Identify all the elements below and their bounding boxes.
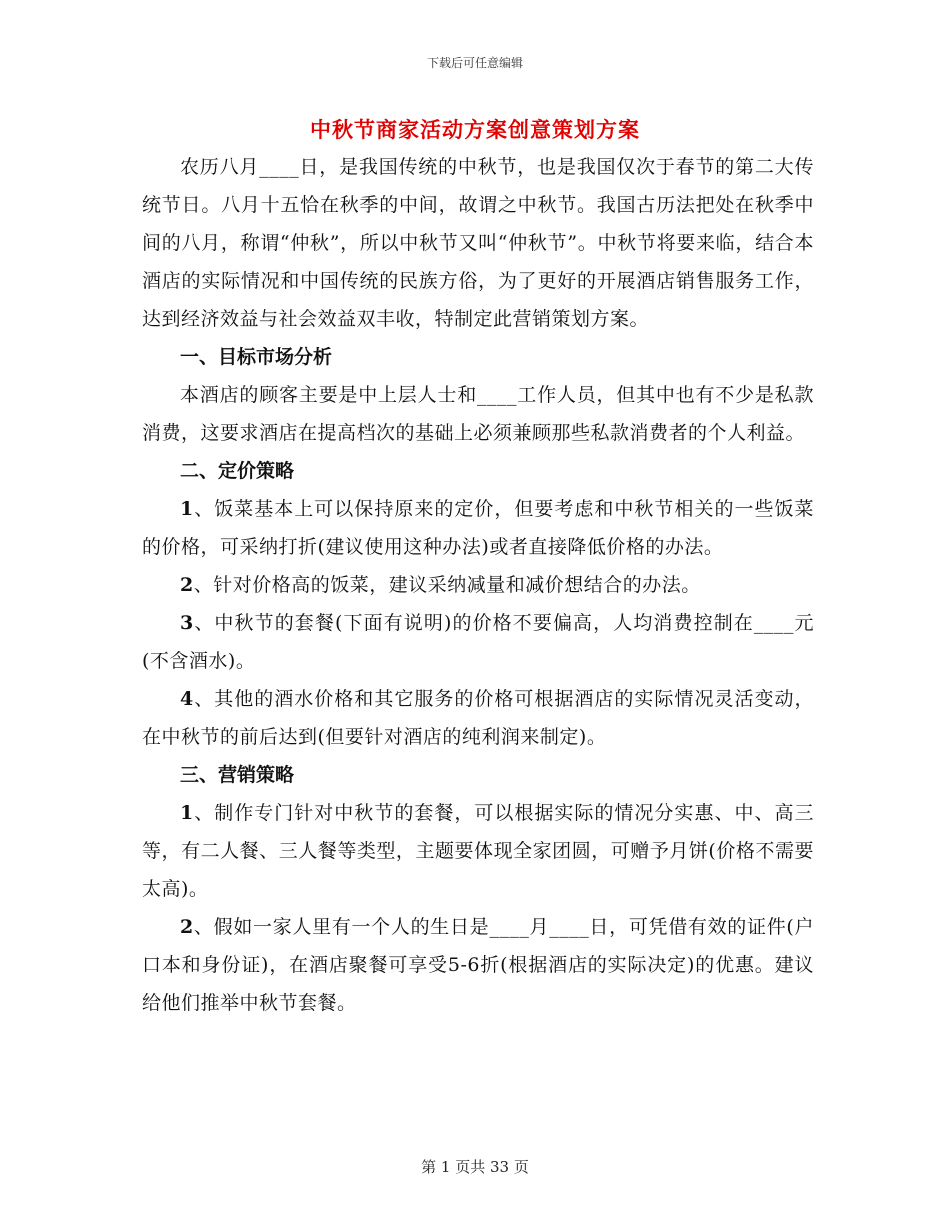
section-heading: 一、目标市场分析 bbox=[180, 346, 333, 368]
list-item bbox=[142, 908, 814, 1022]
document-body bbox=[142, 148, 814, 1022]
item-text: 、饭菜基本上可以保持原来的定价，但要考虑和中秋节相关的一些饭菜的价格，可采纳打折(建议使用这种办法)或者直接降低价格的办法。 bbox=[142, 498, 814, 558]
item-text: 、针对价格高的饭菜，建议采纳减量和减价想结合的办法。 bbox=[193, 574, 701, 596]
section-heading: 三、营销策略 bbox=[180, 764, 295, 786]
section-heading: 二、定价策略 bbox=[180, 460, 295, 482]
item-text: 、中秋节的套餐(下面有说明)的价格不要偏高，人均消费控制在____元(不含酒水)。 bbox=[142, 612, 814, 672]
list-item bbox=[142, 794, 814, 908]
item-number: 1 bbox=[180, 498, 194, 520]
paragraph: 本酒店的顾客主要是中上层人士和____工作人员，但其中也有不少是私款消费，这要求酒店在提高档次的基础上必须兼顾那些私款消费者的个人利益。 bbox=[142, 384, 814, 444]
paragraph: 农历八月____日，是我国传统的中秋节，也是我国仅次于春节的第二大传统节日。八月十五恰在秋季的中间，故谓之中秋节。我国古历法把处在秋季中间的八月，称谓“仲秋”，所以中秋节又叫“仲秋节”。中秋节将要来临，结合本酒店的实际情况和中国传统的民族方俗，为了更好的开展酒店销售服务工作，达到经济效益与社会效益双丰收，特制定此营销策划方案。 bbox=[142, 156, 814, 330]
item-number: 3 bbox=[180, 612, 194, 634]
item-number: 4 bbox=[180, 688, 194, 710]
item-text: 、制作专门针对中秋节的套餐，可以根据实际的情况分实惠、中、高三等，有二人餐、三人餐等类型，主题要体现全家团圆，可赠予月饼(价格不需要太高)。 bbox=[142, 802, 814, 900]
item-number: 2 bbox=[180, 916, 194, 938]
document-title: 中秋节商家活动方案创意策划方案 bbox=[310, 117, 640, 142]
list-item bbox=[142, 566, 814, 604]
item-number: 1 bbox=[180, 802, 194, 824]
item-text: 、其他的酒水价格和其它服务的价格可根据酒店的实际情况灵活变动，在中秋节的前后达到(但要针对酒店的纯利润来制定)。 bbox=[142, 688, 814, 748]
list-item bbox=[142, 604, 814, 680]
item-number: 2 bbox=[180, 574, 194, 596]
header-note: 下载后可任意编辑 bbox=[426, 56, 523, 70]
page-footer: 第 1 页共 33 页 bbox=[421, 1158, 529, 1176]
item-text: 、假如一家人里有一个人的生日是____月____日，可凭借有效的证件(户口本和身份证)，在酒店聚餐可享受5-6折(根据酒店的实际决定)的优惠。建议给他们推举中秋节套餐。 bbox=[142, 916, 814, 1014]
list-item bbox=[142, 490, 814, 566]
list-item bbox=[142, 680, 814, 756]
